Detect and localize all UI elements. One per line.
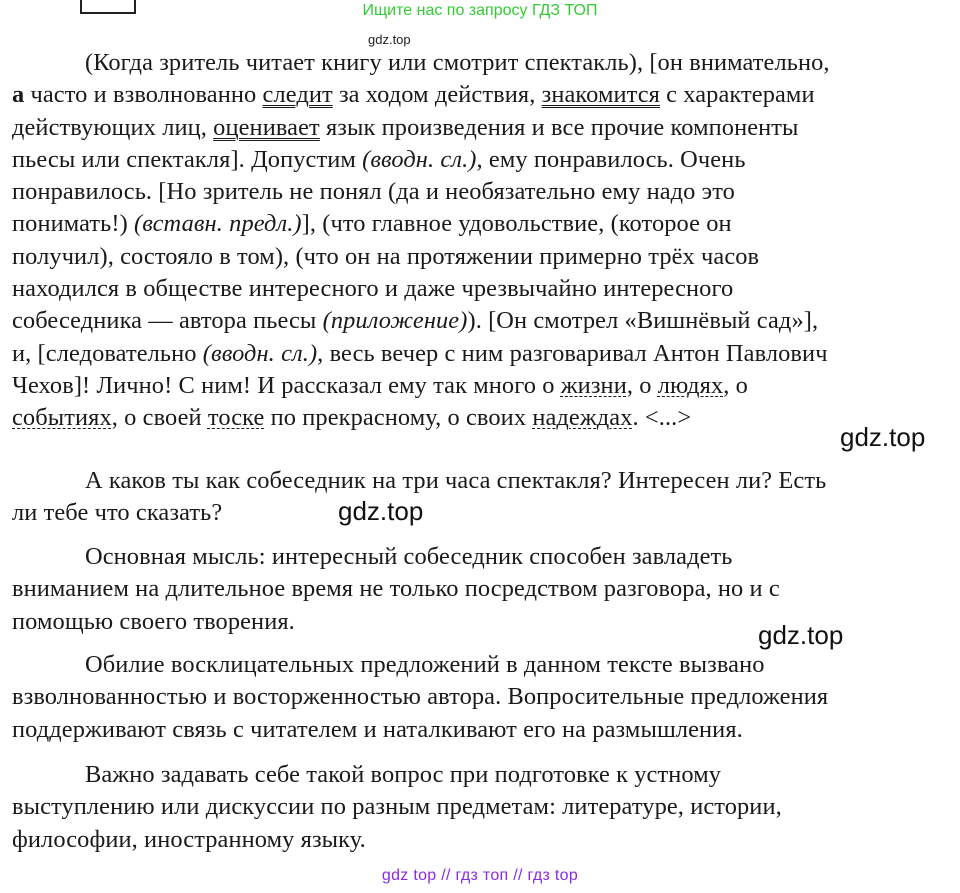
footer-watermark: gdz top // гдз топ // гдз top: [381, 867, 579, 884]
object-underlined: тоске: [207, 404, 265, 432]
text-line: Чехов]! Лично! С ним! И рассказал ему так много о жизни, о людях, о: [12, 371, 748, 399]
question-paragraph: [12, 465, 948, 530]
text-line: ли тебе что сказать?: [12, 499, 223, 527]
text-line: пьесы или спектакля]. Допустим (вводн. сл.), ему понравилось. Очень: [12, 145, 746, 173]
watermark: gdz.top: [338, 496, 424, 526]
text-line: философии, иностранному языку.: [12, 825, 366, 853]
search-banner: Ищите нас по запросу ГДЗ ТОП: [362, 2, 598, 19]
grammar-note: (вставн. предл.): [134, 210, 302, 238]
text-line: действующих лиц, оценивает язык произведения и все прочие компоненты: [12, 113, 799, 141]
watermark-small: gdz.top: [368, 32, 411, 47]
text-line: Основная мысль: интересный собеседник способен завладеть: [85, 543, 733, 570]
text-line: находился в обществе интересного и даже чрезвычайно интересного: [12, 275, 734, 303]
text-line: событиях, о своей тоске по прекрасному, о своих надеждах. <...>: [12, 404, 692, 432]
watermark: gdz.top: [840, 422, 926, 452]
text-line: получил), состояло в том), (что он на протяжении примерно трёх часов: [12, 242, 760, 270]
text-line: а часто и взволнованно следит за ходом действия, знакомится с характерами: [12, 81, 815, 109]
predicate-underlined: знакомится: [541, 81, 660, 109]
text-line: А каков ты как собеседник на три часа спектакля? Интересен ли? Есть: [85, 467, 827, 494]
text-line: выступлению или дискуссии по разным предметам: литературе, истории,: [12, 793, 782, 821]
analyzed-paragraph: [12, 47, 948, 435]
text-line: понимать!) (вставн. предл.)], (что главное удовольствие, (которое он: [12, 210, 732, 238]
text-line: (Когда зритель читает книгу или смотрит спектакль), [он внимательно,: [85, 49, 830, 76]
sentence-types-paragraph: [12, 649, 948, 746]
text-line: понравилось. [Но зритель не понял (да и необязательно ему надо это: [12, 178, 735, 206]
text-line: помощью своего творения.: [12, 607, 295, 635]
object-underlined: жизни: [560, 371, 627, 399]
object-underlined: людях: [657, 371, 724, 399]
grammar-note: (приложение): [322, 307, 468, 335]
text-line: вниманием на длительное время не только посредством разговора, но и с: [12, 575, 780, 603]
text-line: и, [следовательно (вводн. сл.), весь вечер с ним разговаривал Антон Павлович: [12, 339, 828, 367]
text-line: собеседника — автора пьесы (приложение)). [Он смотрел «Вишнёвый сад»],: [12, 307, 819, 335]
text-line: Обилие восклицательных предложений в данном тексте вызвано: [85, 651, 765, 678]
conjunction-a: а: [12, 81, 25, 109]
grammar-note: (вводн. сл.): [362, 145, 477, 173]
object-underlined: событиях: [12, 404, 112, 432]
text-line: взволнованностью и восторженностью автора. Вопросительные предложения: [12, 683, 829, 711]
object-underlined: надеждах: [532, 404, 633, 432]
exercise-number-box: [80, 0, 136, 14]
text-line: Важно задавать себе такой вопрос при подготовке к устному: [85, 761, 722, 788]
watermark: gdz.top: [758, 620, 844, 650]
predicate-underlined: оценивает: [213, 113, 320, 141]
text-line: поддерживают связь с читателем и наталкивают его на размышления.: [12, 715, 743, 743]
predicate-underlined: следит: [262, 81, 333, 109]
conclusion-paragraph: [12, 759, 948, 856]
grammar-note: (вводн. сл.): [202, 339, 318, 367]
